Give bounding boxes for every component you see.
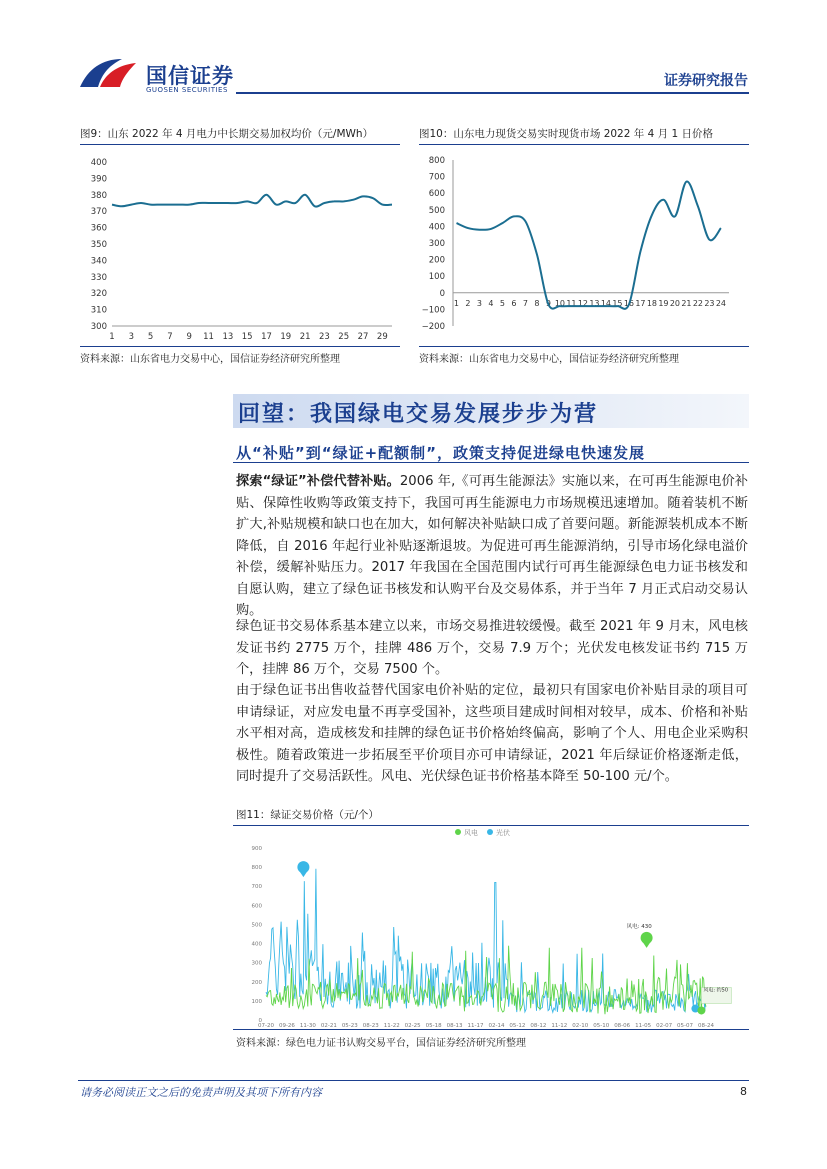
- x-tick-label: 05-07: [677, 1023, 694, 1028]
- x-tick-label: 17: [635, 298, 646, 308]
- y-tick-label: 900: [251, 846, 262, 852]
- x-tick-label: 21: [681, 298, 692, 308]
- x-tick-label: 21: [299, 332, 311, 342]
- y-tick-label: 0: [258, 1018, 262, 1024]
- footer-disclaimer: 请务必阅读正文之后的免责声明及其项下所有内容: [80, 1086, 322, 1099]
- y-tick-label: 320: [90, 289, 107, 300]
- x-tick-label: 13: [589, 298, 600, 308]
- y-tick-label: 340: [90, 256, 107, 267]
- y-tick-label: 400: [251, 941, 262, 948]
- y-tick-label: 350: [90, 240, 107, 250]
- y-tick-label: 300: [90, 322, 107, 332]
- section-subtitle-rule: [233, 462, 749, 463]
- figure9-chart: [80, 150, 400, 346]
- header-rule: [236, 92, 749, 94]
- x-tick-label: 8: [534, 298, 540, 308]
- x-tick-label: 4: [488, 298, 494, 308]
- x-tick-label: 7: [167, 332, 173, 342]
- x-tick-label: 23: [318, 332, 330, 342]
- annotation-label: 风电: 约50: [703, 987, 729, 994]
- x-tick-label: 08-13: [446, 1023, 463, 1028]
- x-tick-label: 08-24: [698, 1023, 714, 1028]
- price-series-line: [112, 195, 392, 207]
- legend-solar-marker: [487, 829, 493, 835]
- y-tick-label: 600: [251, 903, 262, 910]
- paragraph-1-lead: 探索“绿证”补偿代替补贴。: [236, 474, 400, 489]
- x-tick-label: 5: [147, 332, 154, 342]
- x-tick-label: 1: [453, 298, 459, 308]
- y-tick-label: −200: [421, 322, 445, 332]
- x-tick-label: 3: [128, 332, 135, 342]
- y-tick-label: 700: [428, 172, 445, 183]
- x-tick-label: 17: [261, 332, 272, 342]
- y-tick-label: 100: [428, 272, 445, 283]
- x-tick-label: 11: [566, 298, 577, 308]
- x-tick-label: 11-22: [383, 1023, 400, 1028]
- y-tick-label: 380: [90, 190, 107, 201]
- paragraph-1-body: 2006 年,《可再生能源法》实施以来，在可再生能源电价补贴、保障性收购等政策支持下，我国可再生能源电力市场规模迅速增加。随着装机不断扩大,补贴规模和缺口也在加大，如何解决补贴缺口成了首要问题。新能源装机成本不断降低，自 2016 年起行业补贴逐渐退坡。为促进可再生能源消纳，引导市场化绿电溢价补偿，缓解补贴压力。2017 年我国在全国范围内试行可再生能源绿色电力证书核发和自愿认购，建立了绿色证书核发和认购平台及交易体系，并于当年 7 月正式启动交易认购。: [236, 474, 748, 618]
- x-tick-label: 6: [511, 298, 517, 308]
- figure11-source-rule: [233, 1029, 749, 1030]
- figure11-chart: [236, 826, 746, 1028]
- x-tick-label: 11-17: [467, 1023, 484, 1028]
- y-tick-label: 500: [428, 205, 445, 216]
- x-tick-label: 19: [658, 298, 669, 308]
- x-tick-label: 11-12: [551, 1023, 568, 1028]
- company-name-english: GUOSEN SECURITIES: [146, 86, 228, 94]
- x-tick-label: 19: [280, 332, 292, 342]
- x-tick-label: 02-25: [404, 1023, 421, 1028]
- x-tick-label: 9: [545, 298, 551, 308]
- y-tick-label: 390: [90, 174, 107, 185]
- y-tick-label: 310: [90, 305, 107, 316]
- legend-solar-label: 光伏: [496, 829, 510, 837]
- x-tick-label: 09-26: [278, 1023, 295, 1028]
- x-tick-label: 1: [109, 332, 115, 342]
- figure10-caption-rule: [419, 144, 749, 145]
- x-tick-label: 05-23: [341, 1023, 358, 1028]
- y-tick-label: 370: [90, 207, 107, 218]
- figure10-source-rule: [419, 346, 749, 347]
- x-tick-label: 02-14: [488, 1023, 505, 1028]
- figure9-source: 资料来源：山东省电力交易中心，国信证券经济研究所整理: [80, 354, 340, 365]
- section-title: 回望：我国绿电交易发展步步为营: [238, 402, 599, 427]
- y-tick-label: 200: [251, 979, 262, 986]
- latest-wind-marker: [697, 1006, 705, 1014]
- x-tick-label: 02-10: [572, 1023, 589, 1028]
- x-tick-label: 15: [612, 298, 623, 308]
- figure11-caption: 图11：绿证交易价格（元/个）: [236, 809, 379, 821]
- x-tick-label: 07-20: [258, 1023, 274, 1028]
- figure9-source-rule: [80, 346, 400, 347]
- y-tick-label: 800: [428, 156, 445, 166]
- x-tick-label: 25: [338, 332, 350, 342]
- y-tick-label: 800: [251, 865, 262, 872]
- x-tick-label: 05-12: [509, 1023, 526, 1028]
- x-tick-label: 10: [554, 298, 566, 308]
- x-tick-label: 08-06: [614, 1023, 631, 1028]
- spot-price-series-line: [457, 181, 721, 308]
- y-tick-label: 300: [428, 239, 445, 249]
- y-tick-label: 400: [90, 158, 107, 168]
- x-tick-label: 24: [715, 298, 727, 308]
- y-tick-label: 330: [90, 272, 107, 283]
- company-logo-icon: [78, 55, 140, 89]
- page-number: 8: [740, 1085, 747, 1098]
- company-name: 国信证券: [146, 64, 234, 88]
- x-tick-label: 08-12: [530, 1023, 547, 1028]
- x-tick-label: 7: [522, 298, 528, 308]
- x-tick-label: 2: [465, 298, 471, 308]
- x-tick-label: 16: [623, 298, 635, 308]
- section-subtitle: 从“补贴”到“绿证+配额制”，政策支持促进绿电快速发展: [236, 444, 646, 462]
- x-tick-label: 29: [376, 332, 388, 342]
- x-tick-label: 20: [669, 298, 681, 308]
- y-tick-label: 200: [428, 255, 445, 266]
- paragraph-2: 绿色证书交易体系基本建立以来，市场交易推进较缓慢。截至 2021 年 9 月末，风电核发证书约 2775 万个，挂牌 486 万个，交易 7.9 万个；光伏发电核发证书约 715 万个，挂牌 86 万个，交易 7500 个。: [236, 619, 748, 677]
- page-header: [0, 0, 827, 100]
- figure9-caption-rule: [80, 144, 400, 145]
- x-tick-label: 05-18: [425, 1023, 442, 1028]
- x-tick-label: 15: [241, 332, 253, 342]
- figure10-caption: 图10：山东电力现货交易实时现货市场 2022 年 4 月 1 日价格: [419, 128, 713, 140]
- x-tick-label: 05-10: [593, 1023, 610, 1028]
- annotation-label: 风电: 430: [626, 923, 652, 930]
- footer-rule: [78, 1080, 749, 1081]
- y-tick-label: 500: [251, 922, 262, 929]
- report-type: 证券研究报告: [664, 73, 748, 89]
- x-tick-label: 12: [577, 298, 589, 308]
- x-tick-label: 23: [704, 298, 715, 308]
- y-tick-label: 400: [428, 222, 445, 233]
- x-tick-label: 08-23: [362, 1023, 379, 1028]
- y-tick-label: 360: [90, 223, 107, 234]
- y-tick-label: 100: [251, 998, 262, 1005]
- x-tick-label: 11-30: [299, 1023, 316, 1028]
- legend-wind-label: 风电: [464, 829, 478, 837]
- figure10-source: 资料来源：山东省电力交易中心，国信证券经济研究所整理: [419, 354, 679, 365]
- y-tick-label: 600: [428, 189, 445, 200]
- figure9-caption: 图9：山东 2022 年 4 月电力中长期交易加权均价（元/MWh）: [80, 128, 374, 140]
- x-tick-label: 5: [499, 298, 505, 308]
- x-tick-label: 18: [646, 298, 658, 308]
- y-tick-label: −100: [421, 305, 445, 316]
- y-tick-label: 0: [439, 288, 445, 299]
- x-tick-label: 3: [476, 298, 482, 308]
- x-tick-label: 02-07: [656, 1023, 673, 1028]
- x-tick-label: 13: [222, 332, 234, 342]
- legend-wind-marker: [455, 829, 461, 835]
- x-tick-label: 22: [692, 298, 704, 308]
- x-tick-label: 11-05: [635, 1023, 652, 1028]
- figure11-source: 资料来源：绿色电力证书认购交易平台，国信证券经济研究所整理: [236, 1038, 526, 1049]
- y-tick-label: 300: [251, 960, 262, 967]
- x-tick-label: 11: [203, 332, 214, 342]
- figure10-chart: [419, 150, 749, 346]
- x-tick-label: 14: [600, 298, 612, 308]
- x-tick-label: 9: [186, 332, 192, 342]
- paragraph-1: [236, 471, 748, 622]
- x-tick-label: 02-21: [320, 1023, 337, 1028]
- paragraph-3: 由于绿色证书出售收益替代国家电价补贴的定位，最初只有国家电价补贴目录的项目可申请绿证，对应发电量不再享受国补，这些项目建成时间相对较早，成本、价格和补贴水平相对高，造成核发和挂牌的绿色证书价格始终偏高，影响了个人、用电企业采购积极性。随着政策进一步拓展至平价项目亦可申请绿证，2021 年后绿证价格逐渐走低，同时提升了交易活跃性。风电、光伏绿色证书价格基本降至 50-100 元/个。: [236, 683, 748, 784]
- x-tick-label: 27: [357, 332, 369, 342]
- y-tick-label: 700: [251, 884, 262, 891]
